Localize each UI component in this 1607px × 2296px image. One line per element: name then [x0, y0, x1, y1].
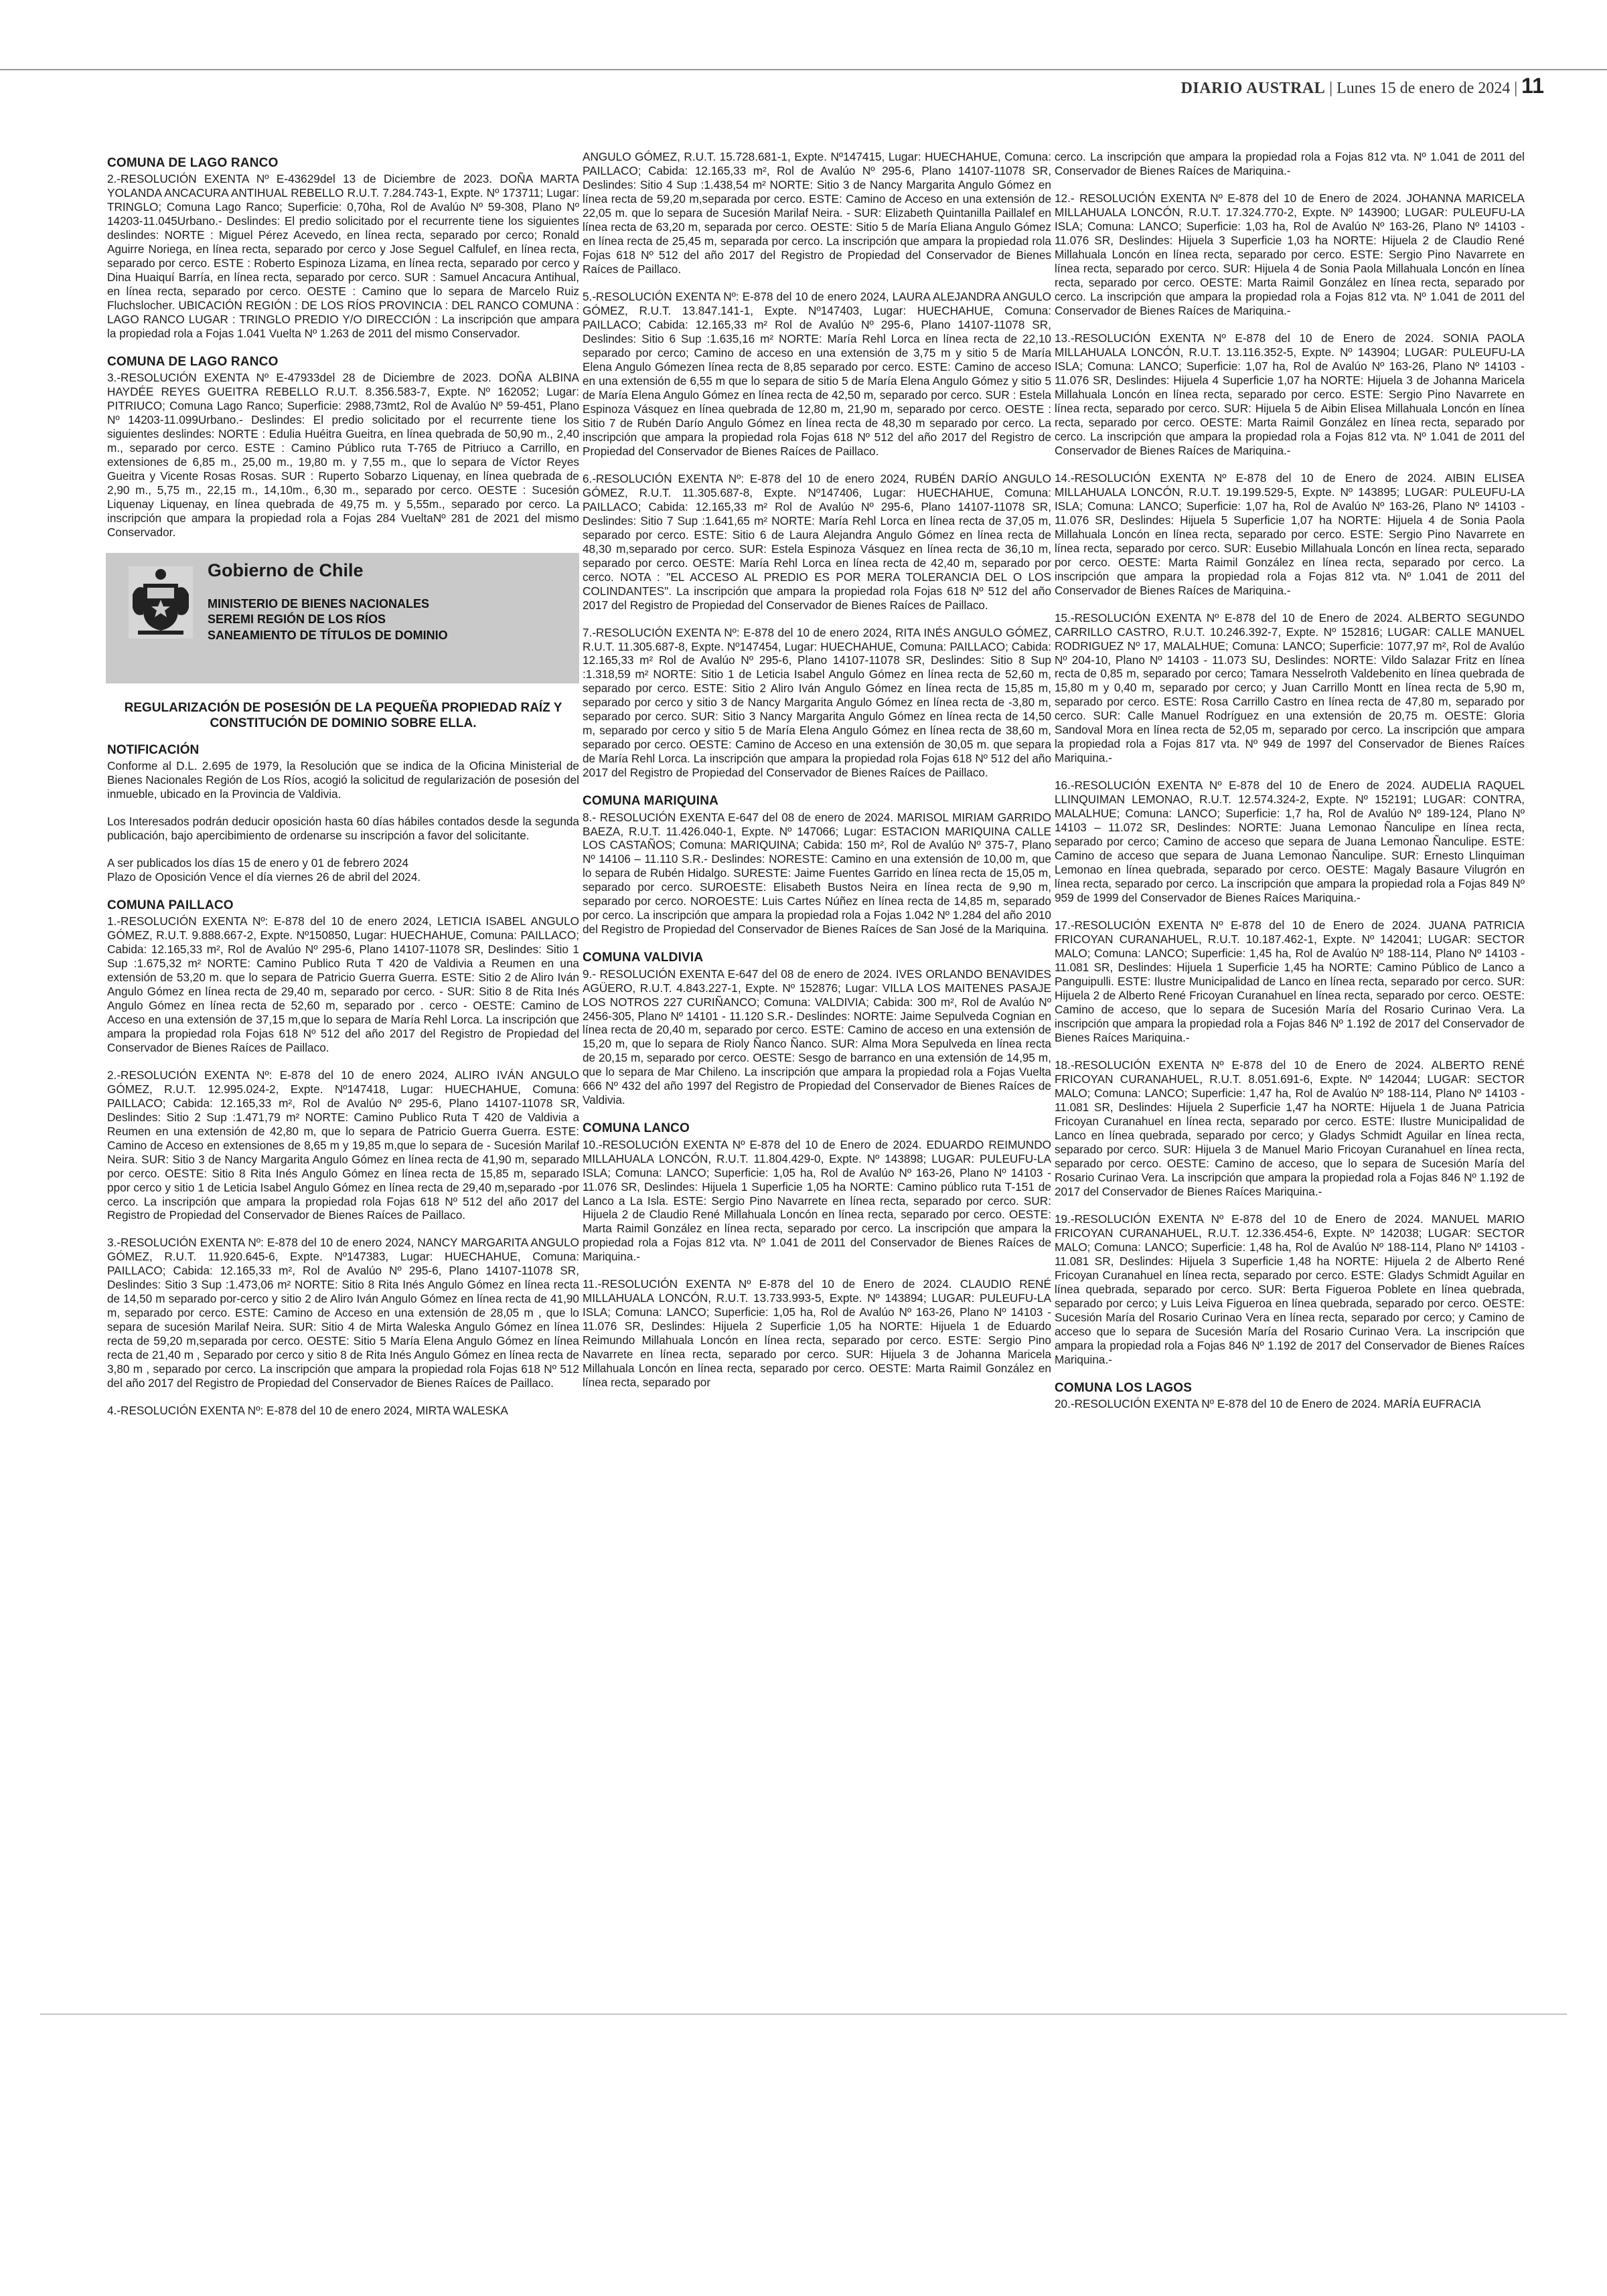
publication-dates	[107, 856, 579, 884]
newspaper-name: DIARIO AUSTRAL	[1180, 80, 1326, 97]
header-separator: |	[1329, 80, 1337, 97]
notice-paragraph: 3.-RESOLUCIÓN EXENTA Nº: E-878 del 10 de enero 2024, NANCY MARGARITA ANGULO GÓMEZ, R.U.T. 11.920.645-6, Expte. Nº147383, Lugar: HUECHAHUE, Comuna: PAILLACO; Cabida: 12.165,33 m², Rol de Avalúo Nº 295-6, Plano 14107-11078 SR, Deslindes: Sitio 3 Sup :1.473,06 m² NORTE: Sitio 8 Rita Inés Angulo Gómez en línea recta de 14,50 m separado por-cerco y sitio 2 de Aliro Iván Angulo Gómez en línea recta de 41,90 m, separado por cerco. ESTE: Camino de Acceso en una extensión de 28,05 m , que lo separa de sucesión Marilaf Neira. SUR: Sitio 4 de Mirta Waleska Angulo Gómez en línea recta de 59,20 m,separada por cerco. OESTE: Sitio 5 María Elena Angulo Gómez en línea recta de 21,40 m , Separado por cerco y sitio 8 de Rita Inés Angulo Gómez en línea recta de 3,80 m , separado por cerco. La inscripción que ampara la propiedad rola Fojas 618 Nº 512 del año 2017 del Registro de Propiedad del Conservador de Bienes Raíces de Paillaco.	[107, 1236, 579, 1390]
notice-paragraph: 13.-RESOLUCIÓN EXENTA Nº E-878 del 10 de Enero de 2024. SONIA PAOLA MILLAHUALA LONCÓN, R.U.T. 13.116.352-5, Expte. Nº 143904; LUGAR: PULEUFU-LA ISLA; Comuna: LANCO; Superficie: 1,07 ha, Rol de Avalúo Nº 163-26, Plano Nº 14103 - 11.076 SR, Deslindes: Hijuela 4 Superficie 1,07 ha NORTE: Hijuela 3 de Johanna Maricela Millahuala Loncón en línea recta, separado por cerco. ESTE: Sergio Pino Navarrete en línea recta, separado por cerco. SUR: Hijuela 5 de Aibin Elisea Millahuala Loncón en línea recta, separado por cerco. OESTE: Marta Raimil González en línea recta, separado por cerco. La inscripción que ampara la propiedad rola a Fojas 812 vta. Nº 1.041 de 2011 del Conservador de Bienes Raíces de Mariquina.-	[1055, 331, 1525, 457]
ministry-line: MINISTERIO DE BIENES NACIONALES	[208, 596, 430, 610]
comuna-heading: COMUNA LOS LAGOS	[1055, 1380, 1193, 1395]
notice-paragraph: 10.-RESOLUCIÓN EXENTA Nº E-878 del 10 de Enero de 2024. EDUARDO REIMUNDO MILLAHUALA LONCÓN, R.U.T. 11.804.429-0, Expte. Nº 143898; LUGAR: PULEUFU-LA ISLA; Comuna: LANCO; Superficie: 1,05 ha, Rol de Avalúo Nº 163-26, Plano Nº 14103 - 11.076 SR, Deslindes: Hijuela 1 Superficie 1,05 ha NORTE: Camino público ruta T-151 de Lanco a La Isla. ESTE: Sergio Pino Navarrete en línea recta, separado por cerco. SUR: Hijuela 2 de Claudio René Millahuala Loncón en línea recta, separado por cerco. OESTE: Marta Raimil González en línea recta, separado por cerco. La inscripción que ampara la propiedad rola a Fojas 812 vta. Nº 1.041 de 2011 del Conservador de Bienes Raíces de Mariquina.-	[583, 1137, 1051, 1264]
notice-paragraph: 18.-RESOLUCIÓN EXENTA Nº E-878 del 10 de Enero de 2024. ALBERTO RENÉ FRICOYAN CURANAHUEL, R.U.T. 8.051.691-6, Expte. Nº 142044; LUGAR: SECTOR MALO; Comuna: LANCO; Superficie: 1,47 ha, Rol de Avalúo Nº 188-114, Plano Nº 14103 - 11.081 SR, Deslindes: Hijuela 2 Superficie 1,47 ha NORTE: Hijuela 1 de Juana Patricia Fricoyan Curanahuel en línea recta, separado por cerco. ESTE: Ilustre Municipalidad de Lanco en línea quebrada, separado por cerco; y Gladys Schmidt Aguilar en línea recta, separado por cerco. SUR: Hijuela 3 de Manuel Mario Fricoyan Curanahuel en línea recta, separado por cerco. OESTE: Camino de acceso, que lo separa de Sucesión María del Rosario Curinao Vera. La inscripción que ampara la propiedad rola a Fojas 846 Nº 1.192 de 2017 del Conservador de Bienes Raíces Mariquina.-	[1055, 1058, 1525, 1198]
issue-date: Lunes 15 de enero de 2024	[1336, 80, 1511, 97]
notice-paragraph: cerco. La inscripción que ampara la propiedad rola a Fojas 812 vta. Nº 1.041 de 2011 del Conservador de Bienes Raíces de Mariquina.-	[1055, 150, 1525, 177]
comuna-heading: COMUNA DE LAGO RANCO	[107, 156, 279, 170]
column-3	[1055, 150, 1525, 1424]
publication-line: A ser publicados los días 15 de enero y 01 de febrero 2024	[107, 855, 409, 870]
top-rule	[0, 69, 1607, 70]
page-number: 11	[1521, 74, 1544, 98]
header-separator: |	[1514, 80, 1522, 97]
notification-body: Conforme al D.L. 2.695 de 1979, la Resolución que se indica de la Oficina Ministerial de Bienes Nacionales Región de Los Ríos, acogió la solicitud de regularización de posesión del inmueble, ubicado en la Provincia de Valdivia.	[107, 758, 579, 801]
comuna-heading: COMUNA LANCO	[583, 1121, 690, 1136]
banner-text	[208, 553, 448, 643]
comuna-heading: COMUNA VALDIVIA	[583, 951, 704, 965]
bottom-rule	[40, 2014, 1567, 2015]
page-header	[1181, 74, 1544, 98]
comuna-heading: COMUNA DE LAGO RANCO	[107, 354, 279, 369]
notice-title: REGULARIZACIÓN DE POSESIÓN DE LA PEQUEÑA PROPIEDAD RAÍZ Y CONSTITUCIÓN DE DOMINIO SOBRE ELLA.	[124, 700, 562, 730]
notice-paragraph: 16.-RESOLUCIÓN EXENTA Nº E-878 del 10 de Enero de 2024. AUDELIA RAQUEL LLINQUIMAN LEMONAO, R.U.T. 12.574.324-2, Expte. Nº 152191; LUGAR: CONTRA, MALALHUE; Comuna: LANCO; Superficie: 1,7 ha, Rol de Avalúo Nº 189-124, Plano Nº 14103 – 11.072 SR, Deslindes: NORTE: Juana Lemonao Ñanculipe en línea recta, separado por cerco; Camino de acceso que separa de Juana Lemonao Ñanculipe. ESTE: Camino de acceso que separa de Juana Lemonao Ñanculipe. SUR: Ernesto Llinquiman Lemonao en línea quebrada, separado por cerco. OESTE: Magaly Basaure Vilugrón en línea recta, separado por cerco. La inscripción que ampara la propiedad rola a Fojas 849 Nº 959 de 1999 del Conservador de Bienes Raíces Mariquina.-	[1055, 778, 1525, 905]
notice-paragraph: 14.-RESOLUCIÓN EXENTA Nº E-878 del 10 de Enero de 2024. AIBIN ELISEA MILLAHUALA LONCÓN, R.U.T. 19.199.529-5, Expte. Nº 143895; LUGAR: PULEUFU-LA ISLA; Comuna: LANCO; Superficie: 1,07 ha, Rol de Avalúo Nº 163-26, Plano Nº 14103 - 11.076 SR, Deslindes: Hijuela 5 Superficie 1,07 ha NORTE: Hijuela 4 de Sonia Paola Millahuala Loncón en línea recta, separado por cerco. ESTE: Sergio Pino Navarrete en línea recta, separado por cerco. SUR: Eusebio Millahuala Loncón en línea recta, separado por cerco. OESTE: Marta Raimil González en línea recta, separado por cerco. La inscripción que ampara la propiedad rola a Fojas 812 vta. Nº 1.041 de 2011 del Conservador de Bienes Raíces de Mariquina.-	[1055, 471, 1525, 597]
notice-paragraph: 15.-RESOLUCIÓN EXENTA Nº E-878 del 10 de Enero de 2024. ALBERTO SEGUNDO CARRILLO CASTRO, R.U.T. 10.246.392-7, Expte. Nº 152816; LUGAR: CALLE MANUEL RODRIGUEZ Nº 17, MALALHUE; Comuna: LANCO; Superficie: 1077,97 m², Rol de Avalúo Nº 204-10, Plano Nº 14103 - 11.073 SU, Deslindes: NORTE: Vildo Salazar Fritz en línea recta de 0,85 m, separado por cerco; Tamara Nesselroth Valdebenito en línea quebrada de 15,80 m y 0,40 m, separado por cerco; y Juan Carrillo Montt en línea recta de 5,90 m, separado por cerco. ESTE: Rosa Carrillo Castro en línea recta de 47,80 m, separado por cerco. SUR: Calle Manuel Rodríguez en una extensión de 20,75 m. OESTE: Gloria Sandoval Mora en línea recta de 52,05 m, separado por cerco. La inscripción que ampara la propiedad rola a Fojas 817 vta. Nº 949 de 1997 del Conservador de Bienes Raíces Mariquina.-	[1055, 610, 1525, 765]
comuna-heading: COMUNA MARIQUINA	[583, 794, 719, 809]
deadline-line: Plazo de Oposición Vence el día viernes 26 de abril del 2024.	[107, 870, 421, 884]
notice-paragraph: 2.-RESOLUCIÓN EXENTA Nº: E-878 del 10 de enero 2024, ALIRO IVÁN ANGULO GÓMEZ, R.U.T. 12.995.024-2, Expte. Nº147418, Lugar: HUECHAHUE, Comuna: PAILLACO; Cabida: 12.165,33 m², Rol de Avalúo Nº 295-6, Plano 14107-11078 SR, Deslindes: Sitio 2 Sup :1.471,79 m² NORTE: Camino Publico Ruta T 420 de Valdivia a Reumen en una extensión de 42,80 m, que lo separa de Patricio Guerra Guerra. ESTE: Camino de Acceso en extensiones de 8,65 m y 19,85 m,que lo separa de - Sucesión Marilaf Neira. SUR: Sitio 3 de Nancy Margarita Angulo Gómez en línea recta de 41,90 m, separado por cerco. OESTE: Sitio 8 Rita Inés Angulo Gómez en línea recta de 15,85 m, separado ppor cerco y sitio 1 de Leticia Isabel Angulo Gómez en línea recta de 29,40 m,separado -por cerco. La inscripción que ampara la propiedad rola Fojas 618 Nº 512 del año 2017 del Registro de Propiedad del Conservador de Bienes Raíces de Paillaco.	[107, 1068, 579, 1222]
notice-paragraph: 20.-RESOLUCIÓN EXENTA Nº E-878 del 10 de Enero de 2024. MARÍA EUFRACIA	[1055, 1396, 1481, 1410]
notification-body: Los Interesados podrán deducir oposición hasta 60 días hábiles contados desde la segunda publicación, bajo apercibimiento de ordenarse su inscripción a favor del solicitante.	[107, 814, 579, 842]
government-name: Gobierno de Chile	[208, 560, 364, 580]
notice-paragraph: 6.-RESOLUCIÓN EXENTA Nº: E-878 del 10 de enero 2024, RUBÉN DARÍO ANGULO GÓMEZ, R.U.T. 11.305.687-8, Expte. Nº147406, Lugar: HUECHAHUE, Comuna: PAILLACO; Cabida: 12.165,33 m² Rol de Avalúo Nº 295-6, Plano 14107-11078 SR, Deslindes: Sitio 7 Sup :1.641,65 m² NORTE: María Rehl Lorca en línea recta de 37,05 m, separado por cerco. ESTE: Sitio 6 de Laura Alejandra Angulo Gómez en línea recta de 48,30 m,separado por cerco. SUR: Estela Espinoza Vásquez en línea recta de 36,10 m, separado por cerco. OESTE: María Rehl Lorca en línea recta de 42,40 m, separado por cerco. NOTA : "EL ACCESO AL PREDIO ES POR MERA TOLERANCIA DEL O LOS COLINDANTES". La inscripción que ampara la propiedad rola Fojas 618 Nº 512 del año 2017 del Registro de Propiedad del Conservador de Bienes Raíces de Paillaco.	[583, 471, 1051, 612]
notice-paragraph: 1.-RESOLUCIÓN EXENTA Nº: E-878 del 10 de enero 2024, LETICIA ISABEL ANGULO GÓMEZ, R.U.T. 9.888.667-2, Expte. Nº150850, Lugar: HUECHAHUE, Comuna: PAILLACO; Cabida: 12.165,33 m², Rol de Avalúo Nº 295-6, Plano 14107-11078 SR, Deslindes: Sitio 1 Sup :1.675,32 m² NORTE: Camino Publico Ruta T 420 de Valdivia a Reumen en una extensión de 53,20 m. que lo separa de Patricio Guerra Guerra. ESTE: Sitio 2 de Aliro Iván Angulo Gómez en línea recta de 29,40 m, separado por cerco. - SUR: Sitio 8 de Rita Inés Angulo Gómez en línea recta de 52,60 m, separado por . cerco - OESTE: Camino de Acceso en una extensión de 37,15 m,que lo separa de María Rehl Lorca. La inscripción que ampara la propiedad rola Fojas 618 Nº 512 del año 2017 del Registro de Propiedad del Conservador de Bienes Raíces de Paillaco.	[107, 914, 579, 1054]
coat-of-arms-icon	[123, 561, 198, 644]
notice-paragraph: 3.-RESOLUCIÓN EXENTA Nº E-47933del 28 de Diciembre de 2023. DOÑA ALBINA HAYDÉE REYES GUEITRA REBELLO R.U.T. 8.356.583-7, Expte. Nº 162052; Lugar: PITRIUCO; Comuna Lago Ranco; Superficie: 2988,73mt2, Rol de Avalúo Nº 59-451, Plano Nº 14203-11.099Urbano.- Deslindes: El predio solicitado por el recurrente tiene los siguientes deslindes: NORTE : Edulia Huéitra Gueitra, en línea quebrada de 50,90 m., 2,40 m., separado por cerco. ESTE : Camino Público ruta T-765 de Pitriuco a Carrillo, en extensiones de 6,85 m., 25,00 m., 19,80 m. y 7,55 m., que lo separa de Víctor Reyes Gueitra y Vicente Rosas Rosas. SUR : Ruperto Sobarzo Liquenay, en línea quebrada de 2,90 m., 5,75 m., 22,15 m., 14,10m., 6,30 m., separado por cerco. OESTE : Sucesión Liquenay Liquenay, en línea quebrada de 49,75 m. y 5,55m., separado por cerco. La inscripción que ampara la propiedad rola a Fojas 284 VueltaNº 281 de 2021 del mismo Conservador.	[107, 371, 579, 539]
notice-paragraph: 17.-RESOLUCIÓN EXENTA Nº E-878 del 10 de Enero de 2024. JUANA PATRICIA FRICOYAN CURANAHUEL, R.U.T. 10.187.462-1, Expte. Nº 142041; LUGAR: SECTOR MALO; Comuna: LANCO; Superficie: 1,45 ha, Rol de Avalúo Nº 188-114, Plano Nº 14103 - 11.081 SR, Deslindes: Hijuela 1 Superficie 1,45 ha NORTE: Camino Público de Lanco a Panguipulli. ESTE: Ilustre Municipalidad de Lanco en línea recta, separado por cerco. SUR: Hijuela 2 de Alberto René Fricoyan Curanahuel en línea recta, separado por cerco. OESTE: Camino de acceso, que lo separa de Sucesión María del Rosario Curinao Vera. La inscripción que ampara la propiedad rola a Fojas 846 Nº 1.192 de 2017 del Conservador de Bienes Raíces Mariquina.-	[1055, 918, 1525, 1045]
column-2	[583, 150, 1051, 1403]
notice-paragraph: 9.- RESOLUCIÓN EXENTA E-647 del 08 de enero de 2024. IVES ORLANDO BENAVIDES AGÜERO, R.U.T. 4.843.227-1, Expte. Nº 152876; Lugar: VILLA LOS MAITENES PASAJE LOS NOTROS 227 CURIÑANCO; Comuna: VALDIVIA; Cabida: 300 m², Rol de Avalúo Nº 2456-305, Plano Nº 14101 - 11.120 S.R.- Deslindes: NORTE: Jaime Sepulveda Cognian en línea recta de 20,40 m, separado por cerco. ESTE: Camino de acceso en una extensión de 15,20 m, que lo separa de Rioly Ñanco Ñanco. SUR: Alma Mora Sepulveda en línea recta de 20,15 m, separado por cerco. OESTE: Sesgo de barranco en una extensión de 14,95 m, que lo separa de Mar Chileno. La inscripción que ampara la propiedad rola a Fojas Vuelta 666 Nº 432 del año 1997 del Registro de Propiedad del Conservador de Bienes Raíces de Valdivia.	[583, 967, 1051, 1107]
notice-paragraph: ANGULO GÓMEZ, R.U.T. 15.728.681-1, Expte. Nº147415, Lugar: HUECHAHUE, Comuna: PAILLACO; Cabida: 12.165,33 m², Rol de Avalúo Nº 295-6, Plano 14107-11078 SR, Deslindes: Sitio 4 Sup :1.438,54 m² NORTE: Sitio 3 de Nancy Margarita Angulo Gómez en línea recta de 59,20 m,separada por cerco. ESTE: Camino de Acceso en una extensión de 22,05 m. que lo separa de Sucesión Marilaf Neira. - SUR: Elizabeth Quintanilla Paillalef en línea recta de 63,20 m, separada por cerco. OESTE: Sitio 5 de María Eliana Angulo Gómez en línea recta de 25,45 m, separada por cerco. La inscripción que ampara la propiedad rola Fojas 618 Nº 512 del año 2017 del Registro de Propiedad del Conservador de Bienes Raíces de Paillaco.	[583, 150, 1051, 276]
notice-paragraph: 5.-RESOLUCIÓN EXENTA Nº: E-878 del 10 de enero 2024, LAURA ALEJANDRA ANGULO GÓMEZ, R.U.T. 13.847.141-1, Expte. Nº147403, Lugar: HUECHAHUE, Comuna: PAILLACO; Cabida: 12.165,33 m² Rol de Avalúo Nº 295-6, Plano 14107-11078 SR, Deslindes: Sitio 6 Sup :1.635,16 m² NORTE: María Rehl Lorca en línea recta de 22,10 separado por cerco; Camino de acceso en una extensión de 3,75 m y sitio 5 de María Elena Angulo Gómezen línea recta de 8,85 separado por cerco. ESTE: Camino de acceso en una extensión de 6,55 m que lo separa de sitio 5 de María Elena Angulo Gómez y sitio 5 de María Elena Angulo Gómez en línea recta de 42,50 m, separado por cerco. SUR : Estela Espinoza Vásquez en línea quebrada de 12,80 m, 21,90 m, separado por cerco. OESTE : Sitio 7 de Rubén Darío Angulo Gómez en línea recta de 48,30 m separado por cerco. La inscripción que ampara la propiedad rola Fojas 618 Nº 512 del año 2017 del Registro de Propiedad del Conservador de Bienes Raíces de Paillaco.	[583, 289, 1051, 458]
department-line: SANEAMIENTO DE TÍTULOS DE DOMINIO	[208, 628, 448, 642]
seremi-line: SEREMI REGIÓN DE LOS RÍOS	[208, 612, 386, 627]
notice-paragraph: 8.- RESOLUCIÓN EXENTA E-647 del 08 de enero de 2024. MARISOL MIRIAM GARRIDO BAEZA, R.U.T. 11.426.040-1, Expte. Nº 147066; Lugar: ESTACION MARIQUINA CALLE LOS CASTAÑOS; Comuna: MARIQUINA; Cabida: 150 m², Rol de Avalúo Nº 375-7, Plano Nº 14106 – 11.110 S.R.- Deslindes: NORESTE: Camino en una extensión de 10,00 m, que lo separa de Rubén Hidalgo. SURESTE: Jaime Fuentes Garrido en línea recta de 15,05 m, separado por cerco. SUROESTE: Elisabeth Bustos Neira en línea recta de 9,90 m, separado por cerco. NOROESTE: Luis Cartes Núñez en línea recta de 14,85 m, separado por cerco. La inscripción que ampara la propiedad rola a Fojas 1.042 Nº 1.284 del año 2010 del Registro de Propiedad del Conservador de Bienes Raíces de San José de la Mariquina.	[583, 810, 1051, 936]
government-banner	[106, 553, 579, 683]
notice-paragraph: 19.-RESOLUCIÓN EXENTA Nº E-878 del 10 de Enero de 2024. MANUEL MARIO FRICOYAN CURANAHUEL, R.U.T. 12.336.454-6, Expte. Nº 142038; LUGAR: SECTOR MALO; Comuna: LANCO; Superficie: 1,48 ha, Rol de Avalúo Nº 188-114, Plano Nº 14103 - 11.081 SR, Deslindes: Hijuela 3 Superficie 1,48 ha NORTE: Hijuela 2 de Alberto René Fricoyan Curanahuel en línea recta, separado por cerco. ESTE: Gladys Schmidt Aguilar en línea quebrada, separado por cerco. SUR: Berta Figueroa Poblete en línea quebrada, separado por cerco; y Luis Leiva Figueroa en línea quebrada, separado por cerco. OESTE: Sucesión María del Rosario Curinao Vera en línea recta, separado por cerco; y Camino de acceso que lo separa de Sucesión María del Rosario Curinao Vera. La inscripción que ampara la propiedad rola a Fojas 846 Nº 1.192 de 2017 del Conservador de Bienes Raíces Mariquina.-	[1055, 1212, 1525, 1366]
notification-heading: NOTIFICACIÓN	[107, 742, 200, 757]
notice-paragraph: 2.-RESOLUCIÓN EXENTA Nº E-43629del 13 de Diciembre de 2023. DOÑA MARTA YOLANDA ANCACURA ANTIHUAL REBELLO R.U.T. 7.284.743-1, Expte. Nº 173711; Lugar: TRINGLO; Comuna Lago Ranco; Superficie: 0,70ha, Rol de Avalúo Nº 59-308, Plano Nº 14203-11.045Urbano.- Deslindes: El predio solicitado por el recurrente tiene los siguientes deslindes: NORTE : Miguel Pérez Acevedo, en línea recta, separado por cerco; Ronald Aguirre Noriega, en línea recta, separado por cerco y Jose Seguel Calfulef, en línea recta, separado por cerco. ESTE : Roberto Espinoza Lizama, en línea recta, separado por cerco y Dina Huaiquí Barría, en línea recta, separado por cerco. SUR : Samuel Ancacura Antihual, en línea recta, separado por cerco. OESTE : Camino que lo separa de Marcelo Ruiz Fluchslocher. UBICACIÓN REGIÓN : DE LOS RÍOS PROVINCIA : DEL RANCO COMUNA : LAGO RANCO LUGAR : TRINGLO PREDIO Y/O DIRECCIÓN : La inscripción que ampara la propiedad rola a Fojas 1.041 Vuelta Nº 1.263 de 2011 del mismo Conservador.	[107, 172, 579, 340]
comuna-heading: COMUNA PAILLACO	[107, 898, 234, 912]
column-1	[107, 150, 579, 1431]
notice-paragraph: 4.-RESOLUCIÓN EXENTA Nº: E-878 del 10 de enero 2024, MIRTA WALESKA	[107, 1404, 508, 1418]
notice-paragraph: 7.-RESOLUCIÓN EXENTA Nº: E-878 del 10 de enero 2024, RITA INÉS ANGULO GÓMEZ, R.U.T. 11.305.687-8, Expte. Nº147454, Lugar: HUECHAHUE, Comuna: PAILLACO; Cabida: 12.165,33 m² Rol de Avalúo Nº 295-6, Plano 14107-11078 SR, Deslindes: Sitio 8 Sup :1.318,59 m² NORTE: Sitio 1 de Leticia Isabel Angulo Gómez en línea recta de 52,60 m, separado por cerco. ESTE: Sitio 2 Aliro Iván Angulo Gómez en línea recta de 15,85 m, separado por cerco y sitio 3 de Nancy Margarita Angulo Gómez en línea recta de -3,80 m, separado por cerco. SUR: Sitio 3 Nancy Margarita Angulo Gómez en línea recta de 14,50 m, separado por cerco y sitio 5 de María Elena Angulo Gómez en línea recta de 38,60 m, separado por cerco. OESTE: Camino de Acceso en una extensión de 30,05 m. que separa de María Rehl Lorca. La inscripción que ampara la propiedad rola Fojas 618 Nº 512 del año 2017 del Registro de Propiedad del Conservador de Bienes Raíces de Paillaco.	[583, 625, 1051, 780]
notice-paragraph: 11.-RESOLUCIÓN EXENTA Nº E-878 del 10 de Enero de 2024. CLAUDIO RENÉ MILLAHUALA LONCÓN, R.U.T. 13.733.993-5, Expte. Nº 143894; LUGAR: PULEUFU-LA ISLA; Comuna: LANCO; Superficie: 1,05 ha, Rol de Avalúo Nº 163-26, Plano Nº 14103 - 11.076 SR, Deslindes: Hijuela 2 Superficie 1,05 ha NORTE: Hijuela 1 de Eduardo Reimundo Millahuala Loncón en línea recta, separado por cerco. ESTE: Sergio Pino Navarrete en línea recta, separado por cerco. SUR: Hijuela 3 de Johanna Maricela Millahuala Loncón en línea recta, separado por cerco. OESTE: Marta Raimil González en línea recta, separado por	[583, 1277, 1051, 1390]
notice-paragraph: 12.- RESOLUCIÓN EXENTA Nº E-878 del 10 de Enero de 2024. JOHANNA MARICELA MILLAHUALA LONCÓN, R.U.T. 17.324.770-2, Expte. Nº 143900; LUGAR: PULEUFU-LA ISLA; Comuna: LANCO; Superficie: 1,03 ha, Rol de Avalúo Nº 163-26, Plano Nº 14103 - 11.076 SR, Deslindes: Hijuela 3 Superficie 1,03 ha NORTE: Hijuela 2 de Claudio René Millahuala Loncón en línea recta, separado por cerco. ESTE: Sergio Pino Navarrete en línea recta, separado por cerco. SUR: Hijuela 4 de Sonia Paola Millahuala Loncón en línea recta, separado por cerco. OESTE: Marta Raimil González en línea recta, separado por cerco. La inscripción que ampara la propiedad rola a Fojas 812 vta. Nº 1.041 de 2011 del Conservador de Bienes Raíces de Mariquina.-	[1055, 191, 1525, 317]
